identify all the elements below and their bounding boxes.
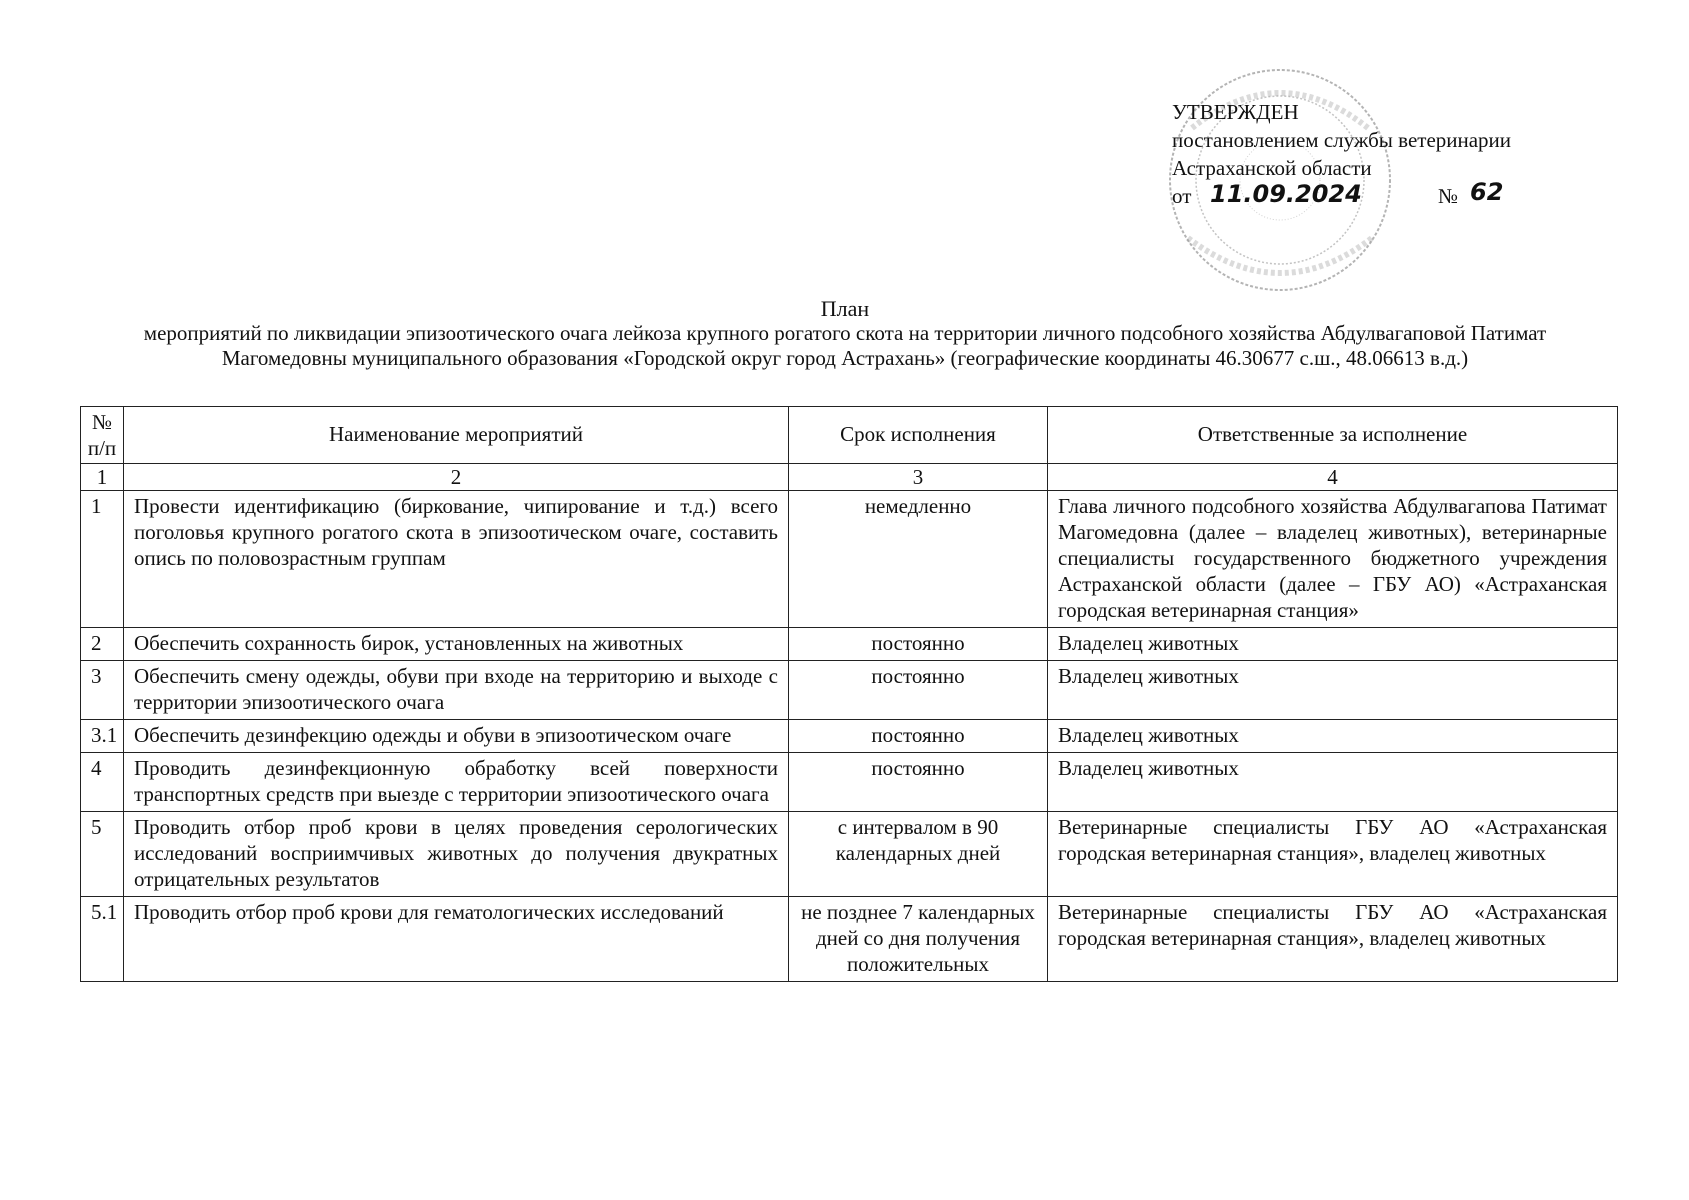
header-number: № п/п (81, 407, 124, 464)
approval-heading: УТВЕРЖДЕН (1172, 100, 1299, 124)
row-term: постоянно (789, 720, 1048, 753)
table-header-row (81, 407, 1618, 464)
row-term: с интервалом в 90 календарных дней (789, 812, 1048, 897)
row-action: Проводить отбор проб крови для гематологических исследований (124, 897, 789, 982)
column-number: 1 (81, 464, 124, 491)
row-action: Проводить дезинфекционную обработку всей поверхности транспортных средств при выезде с территории эпизоотического очага (124, 753, 789, 812)
approval-line-2: Астраханской области (1172, 156, 1372, 180)
handwritten-date: 11.09.2024 (1210, 180, 1362, 208)
row-responsible: Владелец животных (1048, 661, 1618, 720)
table-row (81, 753, 1618, 812)
table-row (81, 628, 1618, 661)
column-number: 3 (789, 464, 1048, 491)
column-number: 4 (1048, 464, 1618, 491)
header-term: Срок исполнения (789, 407, 1048, 464)
row-responsible: Владелец животных (1048, 753, 1618, 812)
row-term: не позднее 7 календарных дней со дня получения положительных (789, 897, 1048, 982)
table-row (81, 897, 1618, 982)
row-number: 3.1 (81, 720, 124, 753)
column-number-row (81, 464, 1618, 491)
measures-table (80, 406, 1618, 982)
document-subtitle: мероприятий по ликвидации эпизоотического очага лейкоза крупного рогатого скота на территории личного подсобного хозяйства Абдулвагаповой Патимат Магомедовны муниципального образования «Городской округ город Астрахань» (географические координаты 46.30677 с.ш., 48.06613 в.д.) (143, 321, 1547, 370)
row-action: Обеспечить дезинфекцию одежды и обуви в эпизоотическом очаге (124, 720, 789, 753)
row-action: Обеспечить сохранность бирок, установленных на животных (124, 628, 789, 661)
row-term: немедленно (789, 491, 1048, 628)
approval-block (1172, 98, 1592, 212)
handwritten-number: 62 (1470, 178, 1504, 206)
row-action: Обеспечить смену одежды, обуви при входе на территорию и выходе с территории эпизоотического очага (124, 661, 789, 720)
row-responsible: Владелец животных (1048, 628, 1618, 661)
approval-date-line (1172, 178, 1592, 212)
row-number: 3 (81, 661, 124, 720)
row-number: 5.1 (81, 897, 124, 982)
row-number: 1 (81, 491, 124, 628)
table-row (81, 720, 1618, 753)
document-title: План (820, 296, 870, 321)
row-responsible: Владелец животных (1048, 720, 1618, 753)
table-row (81, 491, 1618, 628)
row-responsible: Ветеринарные специалисты ГБУ АО «Астраханская городская ветеринарная станция», владелец животных (1048, 897, 1618, 982)
row-term: постоянно (789, 628, 1048, 661)
row-number: 4 (81, 753, 124, 812)
approval-line-1: постановлением службы ветеринарии (1172, 128, 1512, 152)
row-action: Проводить отбор проб крови в целях проведения серологических исследований восприимчивых животных до получения двукратных отрицательных результатов (124, 812, 789, 897)
row-responsible: Глава личного подсобного хозяйства Абдулвагапова Патимат Магомедовна (далее – владелец животных), ветеринарные специалисты государственного бюджетного учреждения Астраханской области (далее – ГБУ АО) «Астраханская городская ветеринарная станция» (1048, 491, 1618, 628)
row-responsible: Ветеринарные специалисты ГБУ АО «Астраханская городская ветеринарная станция», владелец животных (1048, 812, 1618, 897)
row-number: 5 (81, 812, 124, 897)
column-number: 2 (124, 464, 789, 491)
row-number: 2 (81, 628, 124, 661)
table-row (81, 661, 1618, 720)
date-label: от (1172, 184, 1192, 208)
row-action: Провести идентификацию (биркование, чипирование и т.д.) всего поголовья крупного рогатого скота в эпизоотическом очаге, составить опись по половозрастным группам (124, 491, 789, 628)
table-row (81, 812, 1618, 897)
number-label: № (1438, 184, 1459, 208)
row-term: постоянно (789, 753, 1048, 812)
row-term: постоянно (789, 661, 1048, 720)
header-responsible: Ответственные за исполнение (1048, 407, 1618, 464)
header-action: Наименование мероприятий (124, 407, 789, 464)
